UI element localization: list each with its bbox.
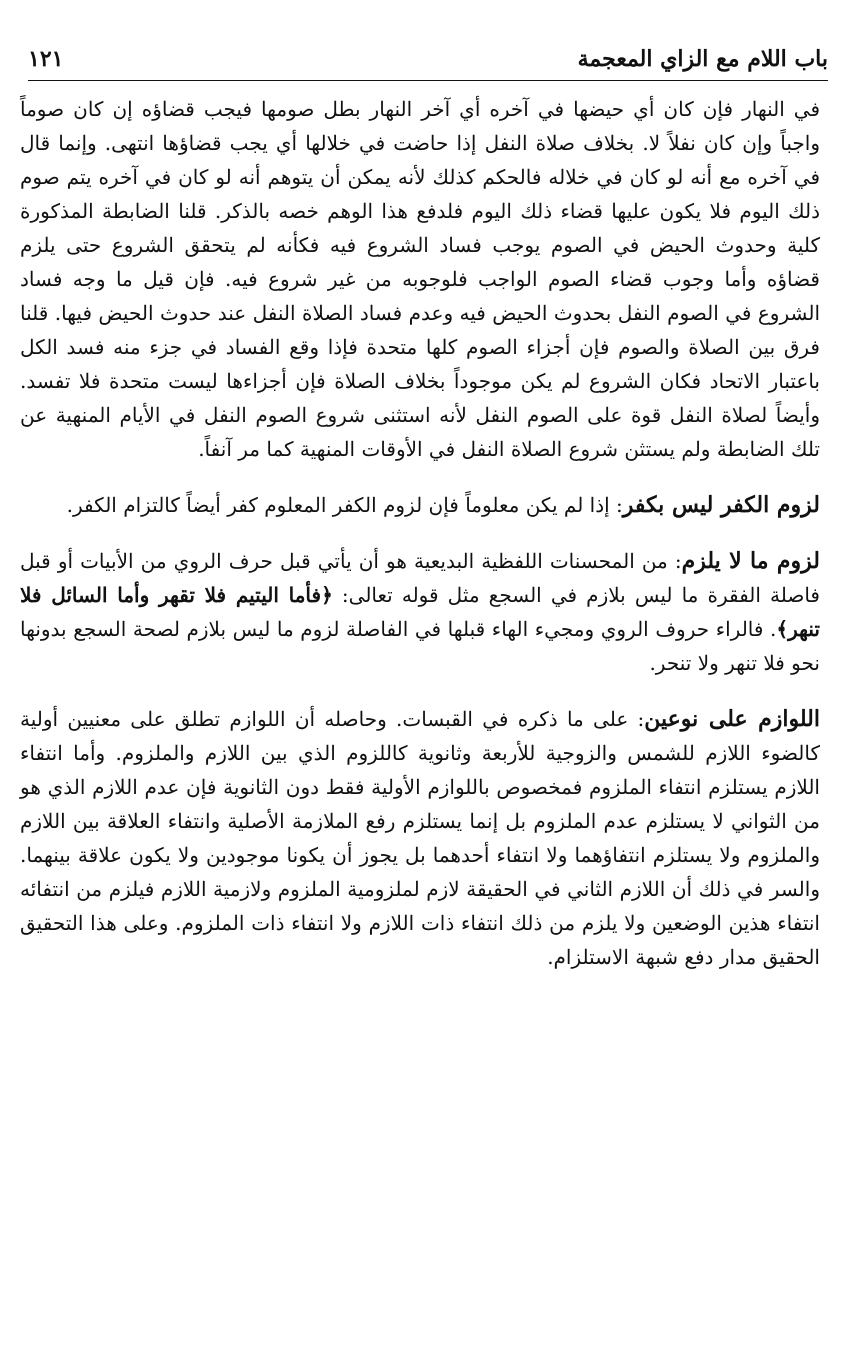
entry-term: اللوازم على نوعين bbox=[644, 706, 820, 732]
entry-luzum-ma-la-yalzam bbox=[20, 544, 820, 680]
page-number: ١٢١ bbox=[28, 46, 64, 72]
chapter-title: باب اللام مع الزاي المعجمة bbox=[577, 46, 828, 72]
entry-text: : على ما ذكره في القبسات. وحاصله أن اللوازم تطلق على معنيين أولية كالضوء اللازم للشمس والزوجية للأربعة وثانوية كاللزوم الذي بين اللازم والملزوم. وأما انتفاء اللازم يستلزم انتفاء الملزوم فمخصوص باللوازم الأولية فقط دون الثانوية فإن عدم اللازم الذي هو من الثواني لا يستلزم عدم الملزوم بل إنما يستلزم رفع الملازمة الأصلية وانتفاء العلاقة بين اللازم والملزوم ولا يستلزم انتفاؤهما ولا انتفاء أحدهما بل يجوز أن يكونا موجودين ولا يكون علاقة بينهما. والسر في ذلك أن اللازم الثاني في الحقيقة لازم لملزومية الملزوم ولازمية اللازم فيلزم من انتفائه انتفاء هذين الوضعين ولا يلزم من ذلك انتفاء ذات اللازم ولا انتفاء ذات الملزوم. وعلى هذا التحقيق الحقيق مدار دفع شبهة الاستلزام. bbox=[20, 707, 820, 969]
paragraph-continuation bbox=[20, 92, 820, 466]
entry-text: : إذا لم يكن معلوماً فإن لزوم الكفر المعلوم كفر أيضاً كالتزام الكفر. bbox=[66, 493, 623, 517]
entry-term: لزوم ما لا يلزم bbox=[681, 548, 821, 574]
entry-text: : من المحسنات اللفظية البديعية هو أن يأتي قبل حرف الروي من الأبيات أو قبل فاصلة الفقرة ما ليس بلازم في السجع مثل قوله تعالى: bbox=[20, 549, 820, 607]
quran-quote: ﴿فأما اليتيم فلا تقهر وأما السائل فلا تنهر﴾ bbox=[20, 583, 820, 641]
entry-al-lawazim bbox=[20, 702, 820, 974]
paragraph-text: في النهار فإن كان أي حيضها في آخره أي آخر النهار بطل صومها فيجب قضاؤه إن كان صوماً واجباً وإن كان نفلاً لا. بخلاف صلاة النفل إذا حاضت في خلالها أي يجب قضاؤها انتهى. وإنما قال في آخره مع أنه لو كان في خلاله فالحكم كذلك لأنه يمكن أن يتوهم أنه لو كان في آخره يتم صوم ذلك اليوم فلا يكون عليها قضاء ذلك اليوم فلدفع هذا الوهم خصه بالذكر. قلنا الضابطة المذكورة كلية وحدوث الحيض في الصوم يوجب فساد الشروع فيه فكأنه لم يتحقق الشروع حتى يلزم قضاؤه وأما وجوب قضاء الصوم الواجب فلوجوبه من غير شروع فيه. فإن قيل ما وجه فساد الشروع في الصوم النفل بحدوث الحيض فيه وعدم فساد الصلاة النفل عند حدوث الحيض فيها. قلنا فرق بين الصلاة والصوم فإن أجزاء الصوم كلها متحدة فإذا وقع الفساد في جزء منه فسد الكل باعتبار الاتحاد فكان الشروع لم يكن موجوداً بخلاف الصلاة فإن أجزاءها ليست متحدة فلا تفسد. وأيضاً لصلاة النفل قوة على الصوم النفل لأنه استثنى شروع الصوم النفل في الأيام المنهية عن تلك الضابطة ولم يستثن شروع الصلاة النفل في الأوقات المنهية كما مر آنفاً. bbox=[20, 97, 820, 461]
page-body bbox=[20, 92, 820, 996]
entry-text: . فالراء حروف الروي ومجيء الهاء قبلها في الفاصلة لزوم ما ليس بلازم لصحة السجع بدونها نحو فلا تنهر ولا تنحر. bbox=[20, 617, 820, 675]
running-header bbox=[28, 32, 828, 72]
entry-luzum-al-kufr bbox=[20, 488, 820, 522]
entry-term: لزوم الكفر ليس بكفر bbox=[622, 492, 820, 518]
header-rule bbox=[28, 80, 828, 81]
